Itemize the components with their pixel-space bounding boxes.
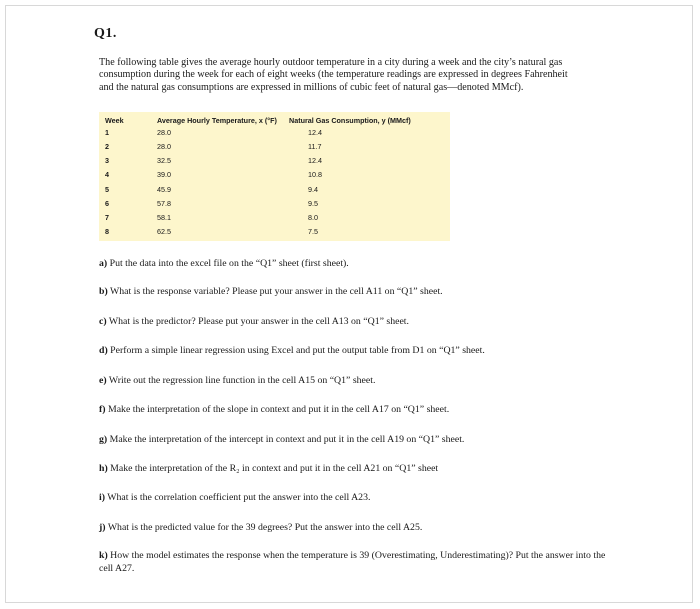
question-i bbox=[99, 492, 370, 503]
intro-paragraph bbox=[99, 57, 619, 94]
cell-gas: 9.5 bbox=[308, 199, 318, 208]
question-text: Perform a simple linear regression using Excel and put the output table from D1 on “Q1” sheet. bbox=[110, 345, 485, 356]
question-label: b) bbox=[99, 286, 108, 297]
question-text: Make the interpretation of the intercept in context and put it in the cell A19 on “Q1” sheet. bbox=[109, 434, 465, 445]
question-a bbox=[99, 258, 349, 269]
question-f bbox=[99, 404, 449, 415]
question-label: a) bbox=[99, 258, 108, 269]
question-label: h) bbox=[99, 463, 108, 474]
cell-temperature: 57.8 bbox=[157, 199, 171, 208]
cell-week: 6 bbox=[105, 199, 109, 208]
question-j bbox=[99, 522, 422, 533]
intro-line: consumption during the week for each of eight weeks (the temperature readings are expressed in degrees Fahrenheit bbox=[99, 69, 568, 81]
question-e bbox=[99, 375, 375, 386]
question-c bbox=[99, 316, 409, 327]
question-text: Make the interpretation of the slope in context and put it in the cell A17 on “Q1” sheet. bbox=[107, 404, 450, 415]
question-text: What is the predicted value for the 39 degrees? Put the answer into the cell A25. bbox=[107, 522, 423, 533]
cell-gas: 10.8 bbox=[308, 170, 322, 179]
intro-line: and the natural gas consumptions are expressed in millions of cubic feet of natural gas—denoted MMcf). bbox=[99, 81, 524, 93]
question-k bbox=[99, 549, 609, 575]
cell-week: 4 bbox=[105, 170, 109, 179]
cell-temperature: 28.0 bbox=[157, 128, 171, 137]
document-page bbox=[5, 5, 693, 603]
question-text: Make the interpretation of the R₂ in context and put it in the cell A21 on “Q1” sheet bbox=[110, 463, 439, 474]
cell-temperature: 28.0 bbox=[157, 142, 171, 151]
cell-week: 3 bbox=[105, 156, 109, 165]
header-gas: Natural Gas Consumption, y (MMcf) bbox=[289, 116, 411, 125]
question-b bbox=[99, 286, 443, 297]
cell-temperature: 32.5 bbox=[157, 156, 171, 165]
cell-week: 7 bbox=[105, 213, 109, 222]
data-table bbox=[99, 112, 450, 241]
question-label: g) bbox=[99, 434, 108, 445]
cell-week: 2 bbox=[105, 142, 109, 151]
cell-gas: 9.4 bbox=[308, 185, 318, 194]
question-label: k) bbox=[99, 550, 108, 561]
question-title: Q1. bbox=[94, 26, 117, 41]
cell-gas: 11.7 bbox=[308, 142, 322, 151]
question-text: Write out the regression line function in the cell A15 on “Q1” sheet. bbox=[108, 375, 376, 386]
question-text: What is the response variable? Please put your answer in the cell A11 on “Q1” sheet. bbox=[110, 286, 443, 297]
cell-week: 1 bbox=[105, 128, 109, 137]
header-temperature: Average Hourly Temperature, x (°F) bbox=[157, 116, 277, 125]
question-d bbox=[99, 345, 485, 356]
question-text: How the model estimates the response when the temperature is 39 (Overestimating, Underestimating)? Put the answer into the cell A27. bbox=[99, 550, 606, 574]
cell-temperature: 45.9 bbox=[157, 185, 171, 194]
cell-gas: 7.5 bbox=[308, 227, 318, 236]
question-label: i) bbox=[99, 492, 105, 503]
cell-temperature: 39.0 bbox=[157, 170, 171, 179]
header-week: Week bbox=[105, 116, 124, 125]
cell-gas: 8.0 bbox=[308, 213, 318, 222]
cell-week: 5 bbox=[105, 185, 109, 194]
question-text: What is the correlation coefficient put the answer into the cell A23. bbox=[107, 492, 371, 503]
cell-week: 8 bbox=[105, 227, 109, 236]
cell-gas: 12.4 bbox=[308, 156, 322, 165]
question-text: What is the predictor? Please put your answer in the cell A13 on “Q1” sheet. bbox=[108, 316, 409, 327]
cell-temperature: 62.5 bbox=[157, 227, 171, 236]
question-h bbox=[99, 463, 438, 474]
cell-gas: 12.4 bbox=[308, 128, 322, 137]
question-label: e) bbox=[99, 375, 107, 386]
question-g bbox=[99, 434, 464, 445]
question-label: d) bbox=[99, 345, 108, 356]
cell-temperature: 58.1 bbox=[157, 213, 171, 222]
question-label: j) bbox=[99, 522, 106, 533]
question-label: c) bbox=[99, 316, 107, 327]
question-label: f) bbox=[99, 404, 106, 415]
intro-line: The following table gives the average hourly outdoor temperature in a city during a week and the city’s natural gas bbox=[99, 57, 563, 68]
question-text: Put the data into the excel file on the “Q1” sheet (first sheet). bbox=[109, 258, 349, 269]
